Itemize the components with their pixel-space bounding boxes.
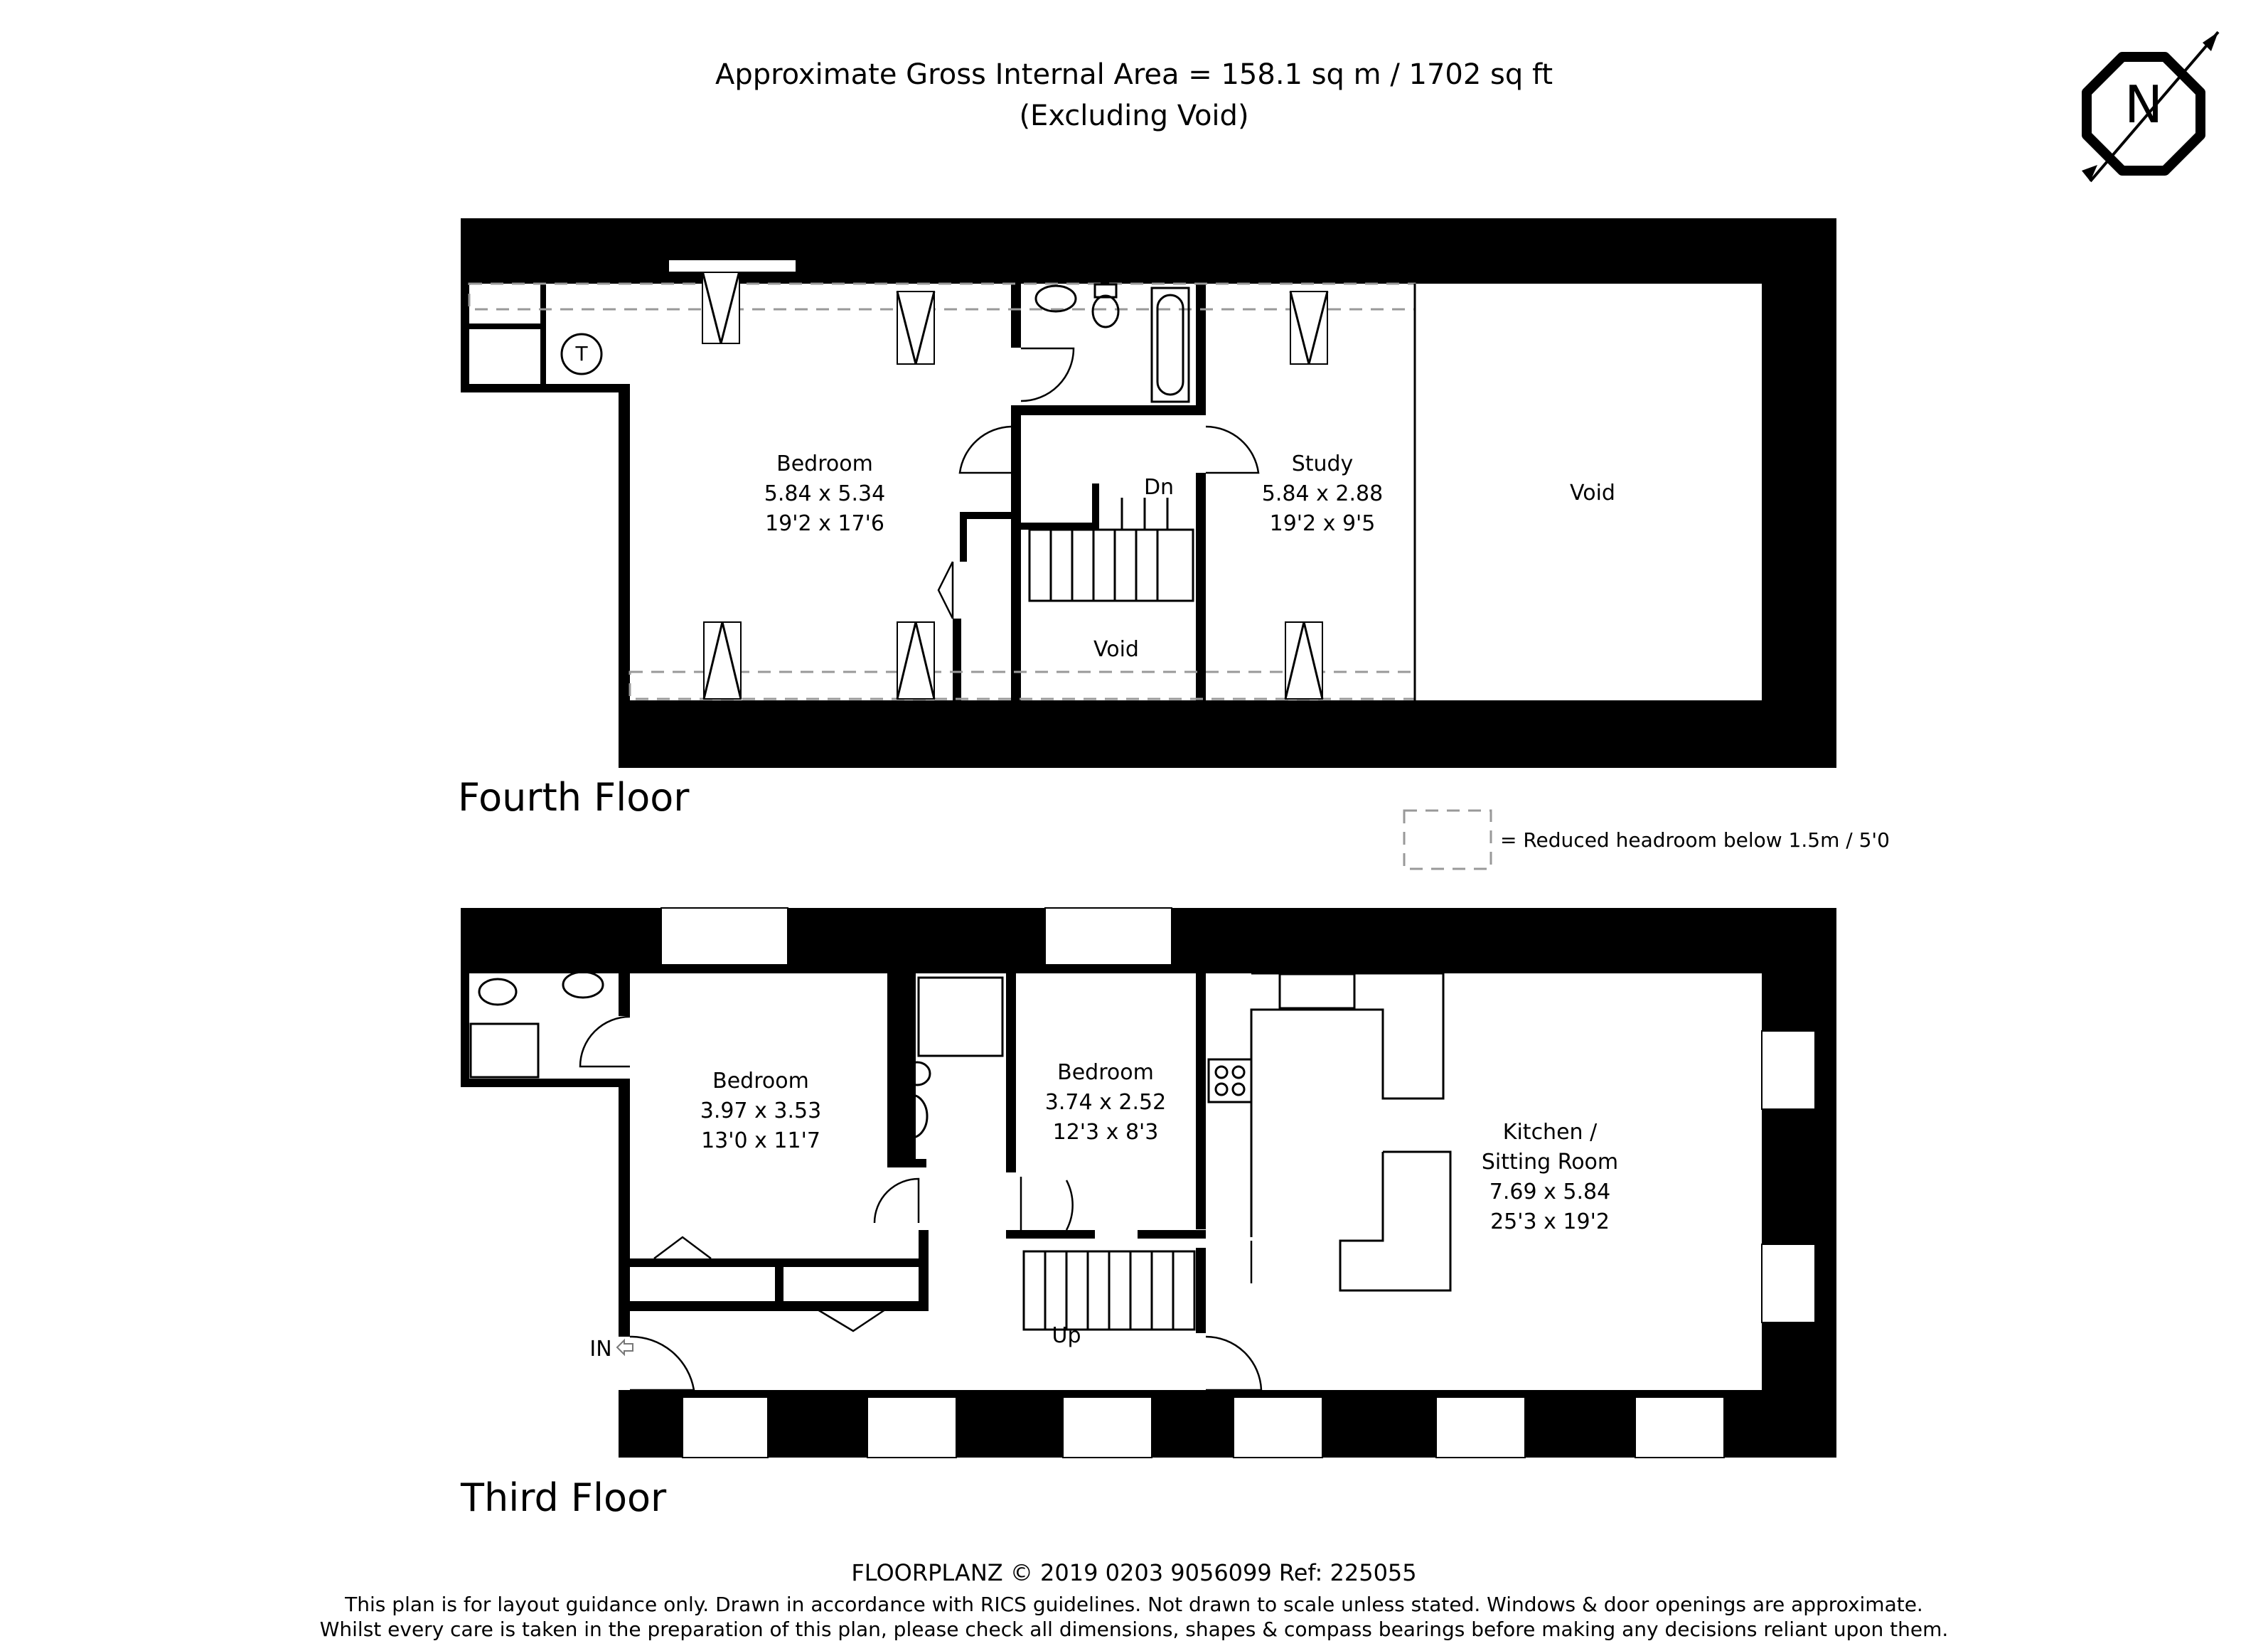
room-imperial: 19'2 x 9'5	[1269, 511, 1376, 536]
room-metric: 7.69 x 5.84	[1489, 1180, 1611, 1204]
third-bedroom2-label	[1010, 1058, 1202, 1148]
room-imperial: 13'0 x 11'7	[701, 1128, 820, 1153]
room-metric: 3.74 x 2.52	[1044, 1090, 1167, 1115]
stair-up-label: Up	[1052, 1323, 1081, 1348]
room-name: Study	[1291, 451, 1354, 476]
room-metric: 3.97 x 3.53	[700, 1099, 822, 1123]
third-floor-title: Third Floor	[461, 1475, 667, 1520]
fourth-bedroom-label	[718, 449, 931, 539]
legend-text: = Reduced headroom below 1.5m / 5'0	[1500, 828, 1890, 852]
room-imperial: 19'2 x 17'6	[765, 511, 884, 536]
room-name: Bedroom	[712, 1069, 809, 1094]
room-name-line2: Sitting Room	[1481, 1150, 1619, 1175]
void-stair-label: Void	[1093, 637, 1139, 662]
entrance-label: IN	[589, 1337, 612, 1362]
stair-down-label: Dn	[1143, 475, 1175, 500]
footer-disclaimer-line2: Whilst every care is taken in the preparation of this plan, please check all dimensions, shapes & compass bearings before making any decisions reliant upon them.	[319, 1618, 1949, 1641]
tank-symbol: T	[575, 342, 588, 365]
footer-credit: FLOORPLANZ © 2019 0203 9056099 Ref: 225055	[851, 1559, 1417, 1586]
third-bedroom1-label	[654, 1067, 867, 1156]
excluding-void-note: (Excluding Void)	[1019, 100, 1249, 132]
footer-disclaimer-line1: This plan is for layout guidance only. Drawn in accordance with RICS guidelines. Not drawn to scale unless stated. Windows & door openings are approximate.	[345, 1593, 1923, 1616]
void-main-label: Void	[1570, 481, 1615, 506]
kitchen-sitting-room-label	[1443, 1118, 1657, 1237]
fourth-floor-title: Fourth Floor	[458, 775, 690, 820]
room-name: Bedroom	[776, 451, 873, 476]
room-name: Bedroom	[1057, 1060, 1154, 1085]
room-metric: 5.84 x 2.88	[1261, 481, 1384, 506]
room-imperial: 25'3 x 19'2	[1490, 1209, 1610, 1234]
study-label	[1223, 449, 1422, 539]
area-heading: Approximate Gross Internal Area = 158.1 sq m / 1702 sq ft	[715, 58, 1553, 91]
room-metric: 5.84 x 5.34	[764, 481, 886, 506]
compass-letter: N	[2124, 75, 2163, 134]
legend-dashed-swatch	[1404, 811, 1491, 869]
room-imperial: 12'3 x 8'3	[1052, 1120, 1159, 1145]
room-name-line1: Kitchen /	[1502, 1120, 1598, 1145]
